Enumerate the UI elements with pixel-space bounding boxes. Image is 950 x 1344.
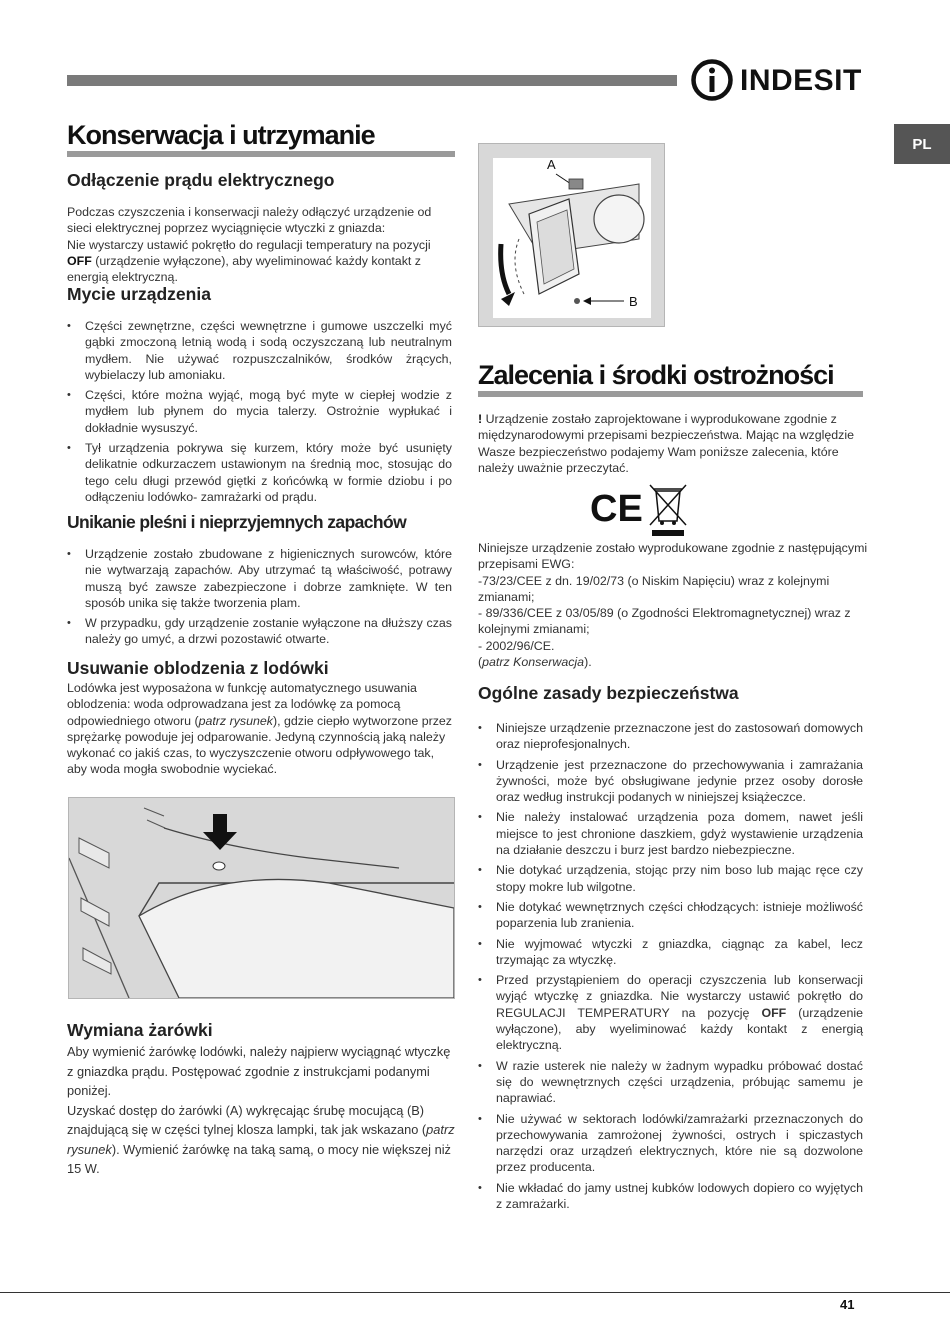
bulb-replacement-text: Aby wymienić żarówkę lodówki, należy najpierw wyciągnąć wtyczkę z gniazdka prądu. Postępować zgodnie z instrukcjami podanymi poniżej. Uzyskać dostęp do żarówki (A) wykręcając śrubę mocującą (B) znajdującą się w części tylnej klosza lampki, tak jak wskazano (patrz rysunek). Wymienić żarówkę na taką samą, o mocy nie większej niż 15 W. <box>67 1044 455 1176</box>
list-item: • Nie używać w sektorach lodówki/zamrażarki przeznaczonych do przechowywania zamrożonej żywności, ostrych i spiczastych narzędzi oraz urządzeń elektrycznych, które nie są dozwolone przez producenta. <box>478 1111 863 1176</box>
list-item: • Urządzenie zostało zbudowane z higienicznych surowców, które nie wytwarzają zapachów. Aby utrzymać tą właściwość, potrawy muszą być zawsze zabezpieczone i dobrze zamknięte. W ten sposób unika się także tworzenia plam. <box>67 546 452 611</box>
list-item: • Nie wyjmować wtyczki z gniazdka, ciągnąc za kabel, lecz trzymając za wtyczkę. <box>478 936 863 969</box>
defrost-drain-illustration <box>69 798 454 998</box>
safety-list <box>478 720 863 1216</box>
heading-defrost: Usuwanie oblodzenia z lodówki <box>67 658 329 678</box>
header-bar <box>67 75 677 86</box>
brand-name: INDESIT <box>740 64 862 97</box>
indesit-logo-icon <box>690 58 734 102</box>
mould-list <box>67 546 452 652</box>
list-item: • W przypadku, gdy urządzenie zostanie wyłączone na dłuższy czas należy go umyć, a drzwi pozostawić otwarte. <box>67 615 452 648</box>
page-title: Konserwacja i utrzymanie <box>67 120 375 150</box>
heading-bulb-replacement: Wymiana żarówki <box>67 1020 213 1040</box>
footer-rule <box>0 1292 950 1293</box>
list-item: • Nie należy instalować urządzenia poza domem, nawet jeśli miejsce to jest chronione daszkiem, gdyż wystawienie urządzenia na działanie deszczu i burz jest bardzo niebezpieczne. <box>478 809 863 858</box>
list-item: • Nie dotykać urządzenia, stojąc przy nim boso lub mając ręce czy stopy mokre lub wilgotne. <box>478 862 863 895</box>
title-underline <box>67 151 455 157</box>
heading-power-disconnect: Odłączenie prądu elektrycznego <box>67 170 335 190</box>
heading-general-safety: Ogólne zasady bezpieczeństwa <box>478 683 739 703</box>
power-disconnect-text: Podczas czyszczenia i konserwacji należy odłączyć urządzenie od sieci elektrycznej poprzez wyciągnięcie wtyczki z gniazda: Nie wystarczy ustawić pokrętło do regulacji temperatury na pozycji OFF (urządzenie wyłączone), aby wyeliminować każdy kontakt z energią elektryczną. <box>67 205 432 285</box>
heading-cleaning: Mycie urządzenia <box>67 284 211 304</box>
list-item: • Przed przystąpieniem do operacji czyszczenia lub konserwacji wyjąć wtyczkę z gniazdka. Nie wystarczy ustawić pokrętło do REGULACJI TEMPERATURY na pozycję OFF (urządzenie wyłączone), aby wyeliminować każdy kontakt z energią elektryczną. <box>478 972 863 1053</box>
cleaning-list <box>67 318 452 509</box>
ce-weee-icon <box>588 481 688 537</box>
label-b: B <box>629 294 638 309</box>
safety-title-underline <box>478 391 863 397</box>
safety-intro: ! Urządzenie zostało zaprojektowane i wyprodukowane zgodnie z międzynarodowymi przepisami bezpieczeństwa. Mając na względzie Wasze bezpieczeństwo podajemy Wam poniższe zalecenia, które należy uważnie przeczytać. <box>478 412 855 475</box>
lamp-illustration <box>479 144 664 326</box>
page-number: 41 <box>840 1297 855 1312</box>
ce-mark: CE <box>590 488 643 530</box>
list-item: • Niniejsze urządzenie przeznaczone jest do zastosowań domowych oraz nieprofesjonalnych. <box>478 720 863 753</box>
list-item: • W razie usterek nie należy w żadnym wypadku próbować dostać się do wewnętrznych części urządzenia, próbując samemu je naprawiać. <box>478 1058 863 1107</box>
list-item: • Części, które można wyjąć, mogą być myte w ciepłej wodzie z mydłem lub płynem do mycia talerzy. Ostrożnie wypłukać i dokładnie wysuszyć. <box>67 387 452 436</box>
list-item: • Nie wkładać do jamy ustnej kubków lodowych dopiero co wyjętych z zamrażarki. <box>478 1180 863 1213</box>
directives-text: Niniejsze urządzenie zostało wyprodukowane zgodnie z następującymi przepisami EWG: -73/23/CEE z dn. 19/02/73 (o Niskim Napięciu) wraz z kolejnymi zmianami; - 89/336/CEE z 03/05/89 (o Zgodności Elektromagnetycznej) wraz z kolejnymi zmianami; - 2002/96/CE. (patrz Konserwacja). <box>478 541 868 670</box>
list-item: • Tył urządzenia pokrywa się kurzem, który może być usunięty delikatnie odkurzaczem ustawionym na średnią moc, stosując do tego celu długi przewód giętki z końcówką w formie dziobu i po odłączeniu lodówko- zamrażarki od prądu. <box>67 440 452 505</box>
list-item: • Części zewnętrzne, części wewnętrzne i gumowe uszczelki myć gąbki zmoczoną letnią wodą i sodą oczyszczaną lub neutralnym mydłem. Nie używać rozpuszczalników, środków żrących, wybielaczy lub amoniaku. <box>67 318 452 383</box>
label-a: A <box>547 157 556 172</box>
safety-title: Zalecenia i środki ostrożności <box>478 360 834 390</box>
language-tab: PL <box>894 124 950 164</box>
list-item: • Nie dotykać wewnętrznych części chłodzących: istnieje możliwość poparzenia lub zranienia. <box>478 899 863 932</box>
defrost-text: Lodówka jest wyposażona w funkcję automatycznego usuwania oblodzenia: woda odprowadzana jest za lodówkę za pomocą odpowiedniego otworu (patrz rysunek), gdzie ciepło wytworzone przez sprężarkę powoduje jej odparowanie. Jedyną czynnością jaką należy wykonać co jakiś czas, to wyczyszczenie otworu odpływowego tak, aby woda mogła swobodnie wyciekać. <box>67 681 453 777</box>
brand-logo <box>690 58 865 104</box>
certification-marks <box>588 481 688 537</box>
list-item: • Urządzenie jest przeznaczone do przechowywania i zamrażania żywności, może być obsługiwane jedynie przez osoby dorosłe oraz według instrukcji podanych w niniejszej książeczce. <box>478 757 863 806</box>
lamp-figure <box>478 143 665 327</box>
heading-mould: Unikanie pleśni i nieprzyjemnych zapachów <box>67 512 407 532</box>
defrost-drain-figure <box>68 797 455 999</box>
